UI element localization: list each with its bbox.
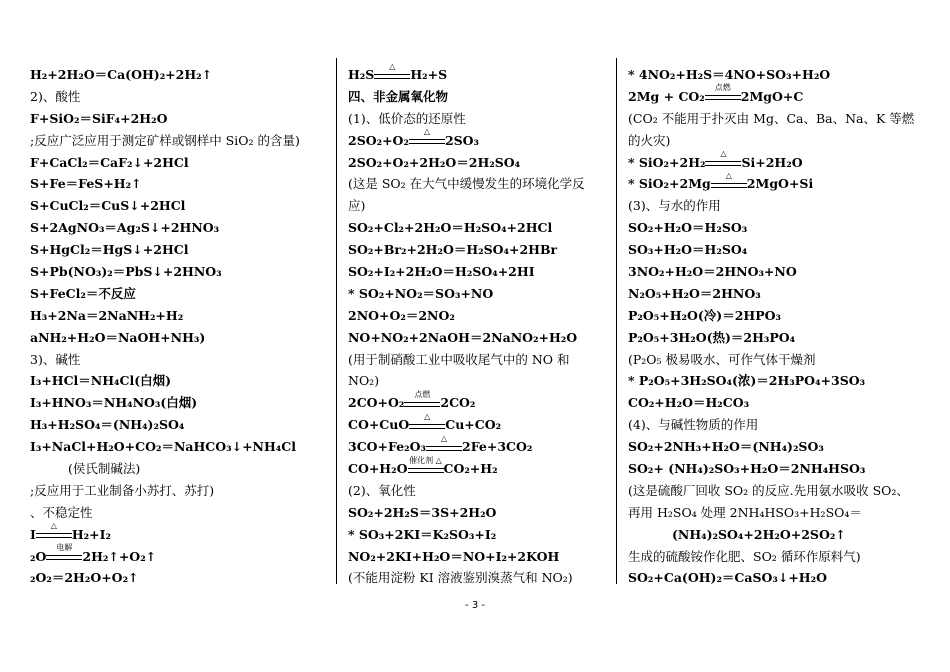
- equation-line: (NH₄)₂SO₄+2H₂O+2SO₂↑: [672, 526, 846, 542]
- note-line: 应): [348, 198, 366, 214]
- equation-line: 3NO₂+H₂O＝2HNO₃+NO: [628, 264, 797, 280]
- section-heading: 、不稳定性: [30, 504, 93, 520]
- equation-line: I △ H₂+I₂: [30, 521, 111, 542]
- reaction-condition-arrow: △: [409, 136, 445, 146]
- reaction-condition-arrow: 点燃: [404, 399, 440, 409]
- equation-line: ₂O 电解 2H₂↑+O₂↑: [30, 543, 157, 564]
- note-line: (这是硫酸厂回收 SO₂ 的反应.先用氨水吸收 SO₂、: [628, 482, 909, 498]
- equation-line: S+HgCl₂＝HgS↓+2HCl: [30, 242, 189, 258]
- equation-line: 3CO+Fe₂O₃ △ 2Fe+3CO₂: [348, 433, 533, 455]
- equation-line: ₂O₂＝2H₂O+O₂↑: [30, 570, 139, 586]
- section-heading: (3)、与水的作用: [628, 198, 721, 214]
- equation-line: SO₂+ (NH₄)₂SO₃+H₂O＝2NH₄HSO₃: [628, 461, 866, 477]
- equation-line: F+CaCl₂＝CaF₂↓+2HCl: [30, 154, 189, 170]
- equation-line: SO₂+Cl₂+2H₂O＝H₂SO₄+2HCl: [348, 220, 553, 236]
- equation-line: aNH₂+H₂O＝NaOH+NH₃): [30, 329, 206, 345]
- equation-line: P₂O₅+3H₂O(热)＝2H₃PO₄: [628, 329, 796, 345]
- equation-line: CO+CuO △ Cu+CO₂: [348, 411, 502, 433]
- note-line: ;反应用于工业制备小苏打、苏打): [30, 482, 215, 498]
- equation-line: I₃+HNO₃＝NH₄NO₃(白烟): [30, 395, 198, 411]
- reaction-condition-arrow: 点燃: [705, 92, 741, 102]
- section-heading: (2)、氧化性: [348, 482, 416, 498]
- equation-line: NO₂+2KI+H₂O＝NO+I₂+2KOH: [348, 548, 560, 564]
- equation-line: H₃+H₂SO₄＝(NH₄)₂SO₄: [30, 417, 185, 433]
- note-line: (侯氏制碱法): [68, 461, 141, 477]
- page-number: - 3 -: [465, 600, 485, 611]
- equation-line: N₂O₅+H₂O＝2HNO₃: [628, 285, 761, 301]
- note-line: 再用 H₂SO₄ 处理 2NH₄HSO₃+H₂SO₄＝: [628, 504, 862, 520]
- equation-line: SO₂+2H₂S＝3S+2H₂O: [348, 504, 497, 520]
- middle-column: [348, 61, 610, 589]
- equation-line: 2NO+O₂＝2NO₂: [348, 307, 455, 323]
- column-divider-right: [616, 58, 617, 584]
- equation-line: 2SO₂+O₂+2H₂O＝2H₂SO₄: [348, 154, 521, 170]
- equation-line: F+SiO₂＝SiF₄+2H₂O: [30, 110, 168, 126]
- reaction-condition-arrow: △: [36, 530, 72, 540]
- note-line: ;反应广泛应用于测定矿样或钢样中 SiO₂ 的含量): [30, 132, 300, 148]
- equation-line: S+Pb(NO₃)₂＝PbS↓+2HNO₃: [30, 264, 222, 280]
- equation-line: I₃+NaCl+H₂O+CO₂＝NaHCO₃↓+NH₄Cl: [30, 439, 296, 455]
- note-line: (不能用淀粉 KI 溶液鉴别溴蒸气和 NO₂): [348, 570, 573, 586]
- section-heading: (1)、低价态的还原性: [348, 110, 466, 126]
- equation-line: SO₂+Ca(OH)₂＝CaSO₃↓+H₂O: [628, 570, 827, 586]
- equation-line: CO₂+H₂O＝H₂CO₃: [628, 395, 750, 411]
- section-heading: 2)、酸性: [30, 88, 81, 104]
- section-title: 四、非金属氧化物: [348, 88, 449, 104]
- equation-line: S+FeCl₂＝不反应: [30, 285, 136, 301]
- section-heading: 3)、碱性: [30, 351, 81, 367]
- reaction-condition-arrow: 催化剂 △: [408, 465, 444, 475]
- equation-line: SO₃+H₂O＝H₂SO₄: [628, 242, 748, 258]
- equation-line: 2SO₂+O₂ △ 2SO₃: [348, 127, 480, 148]
- equation-line: SO₂+2NH₃+H₂O＝(NH₄)₂SO₃: [628, 439, 824, 455]
- equation-line: SO₂+H₂O＝H₂SO₃: [628, 220, 748, 236]
- equation-line: H₂+2H₂O＝Ca(OH)₂+2H₂↑: [30, 67, 213, 82]
- equation-line: * P₂O₅+3H₂SO₄(浓)＝2H₃PO₄+3SO₃: [628, 373, 866, 389]
- note-line: (P₂O₅ 极易吸水、可作气体干燥剂: [628, 351, 816, 367]
- equation-line: * SO₂+NO₂＝SO₃+NO: [348, 285, 494, 301]
- note-line: (用于制硝酸工业中吸收尾气中的 NO 和: [348, 351, 570, 367]
- equation-line: S+Fe＝FeS+H₂↑: [30, 176, 142, 192]
- note-line: 的火灾): [628, 132, 671, 148]
- section-heading: (4)、与碱性物质的作用: [628, 417, 759, 433]
- equation-line: CO+H₂O 催化剂 △ CO₂+H₂: [348, 455, 498, 477]
- equation-line: SO₂+I₂+2H₂O＝H₂SO₄+2HI: [348, 264, 535, 280]
- equation-line: * SO₃+2KI＝K₂SO₃+I₂: [348, 526, 497, 542]
- equation-line: S+CuCl₂＝CuS↓+2HCl: [30, 198, 186, 214]
- note-line: NO₂): [348, 373, 380, 389]
- reaction-condition-arrow: △: [426, 443, 462, 453]
- equation-line: S+2AgNO₃＝Ag₂S↓+2HNO₃: [30, 220, 220, 236]
- equation-line: P₂O₅+H₂O(冷)＝2HPO₃: [628, 307, 781, 323]
- equation-line: H₃+2Na＝2NaNH₂+H₂: [30, 307, 184, 323]
- reaction-condition-arrow: △: [409, 421, 445, 431]
- equation-line: I₃+HCl＝NH₄Cl(白烟): [30, 373, 172, 389]
- equation-line: * SiO₂+2H₂ △ Si+2H₂O: [628, 149, 803, 170]
- equation-line: NO+NO₂+2NaOH＝2NaNO₂+H₂O: [348, 329, 578, 345]
- equation-line: * SiO₂+2Mg △ 2MgO+Si: [628, 170, 814, 192]
- right-column: [628, 64, 928, 589]
- equation-line: H₂S △ H₂+S: [348, 61, 448, 82]
- equation-line: SO₂+Br₂+2H₂O＝H₂SO₄+2HBr: [348, 242, 558, 258]
- reaction-condition-arrow: 电解: [46, 552, 82, 562]
- left-column: [30, 64, 328, 589]
- note-line: (CO₂ 不能用于扑灭由 Mg、Ca、Ba、Na、K 等燃: [628, 110, 915, 126]
- column-divider-left: [336, 58, 337, 584]
- equation-line: 2CO+O₂ 点燃 2CO₂: [348, 389, 476, 411]
- reaction-condition-arrow: △: [705, 158, 741, 168]
- equation-line: * 4NO₂+H₂S＝4NO+SO₃+H₂O: [628, 67, 831, 82]
- note-line: 生成的硫酸铵作化肥、SO₂ 循环作原料气): [628, 548, 861, 564]
- reaction-condition-arrow: △: [711, 180, 747, 190]
- note-line: (这是 SO₂ 在大气中缓慢发生的环境化学反: [348, 176, 585, 192]
- equation-line: 2Mg + CO₂ 点燃 2MgO+C: [628, 83, 804, 104]
- reaction-condition-arrow: △: [374, 71, 410, 81]
